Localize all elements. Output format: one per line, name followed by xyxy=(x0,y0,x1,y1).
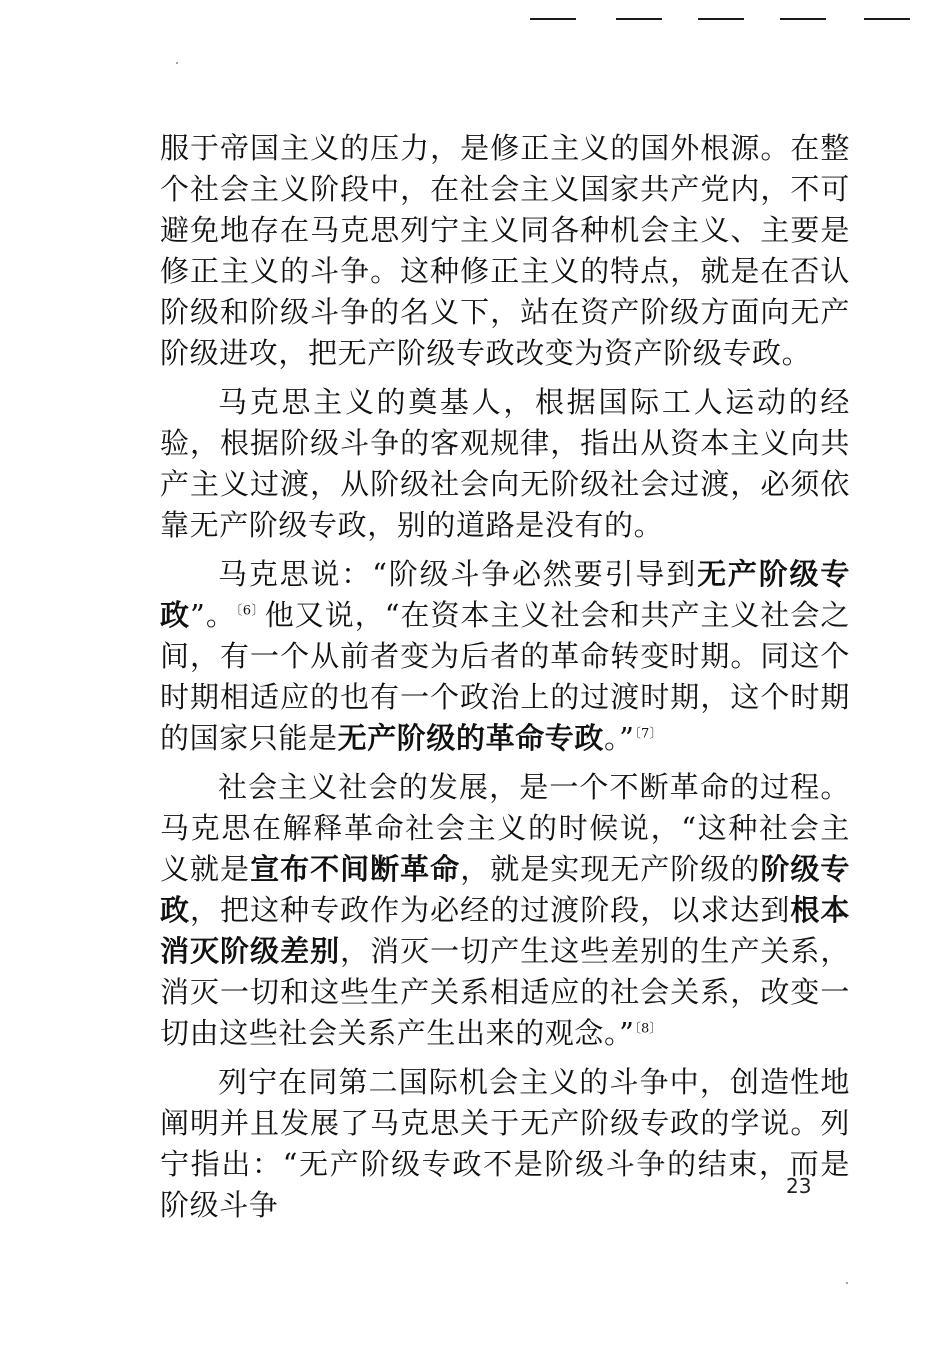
header-rules xyxy=(530,18,910,20)
emphasis-text: 宣布不间断革命 xyxy=(250,852,461,886)
text-run: ，消灭一切产生这些差别的生产关系，消灭一切和这些生产关系相适应的社会关系，改变一切由这些社会关系产生出来的观念。” xyxy=(160,934,850,1050)
paragraph xyxy=(160,128,850,374)
citation-marker: 〔8〕 xyxy=(634,1021,663,1037)
header-rule xyxy=(616,18,662,20)
text-run: 他又说，“在资本主义社会和共产主义社会之间，有一个从前者变为后者的革命转变时期。同这个时期相适应的也有一个政治上的过渡时期，这个时期的国家只能是 xyxy=(160,598,851,755)
citation-marker: 〔7〕 xyxy=(634,726,663,742)
paragraph xyxy=(160,382,850,546)
paragraph xyxy=(160,1062,850,1226)
header-rule xyxy=(698,18,744,20)
text-run: 社会主义社会的发展，是一个不断革命的过程。马克思在解释革命社会主义的时候说，“这种社会主义就是 xyxy=(160,770,850,886)
emphasis-text: 阶级专政 xyxy=(160,852,850,927)
emphasis-text: 无产阶级专政 xyxy=(160,557,850,632)
text-run: 马克思主义的奠基人，根据国际工人运动的经验，根据阶级斗争的客观规律，指出从资本主义向共产主义过渡，从阶级社会向无阶级社会过渡，必须依靠无产阶级专政，别的道路是没有的。 xyxy=(160,385,850,542)
text-run: ”。 xyxy=(190,598,236,632)
emphasis-text: 无产阶级的革命专政 xyxy=(337,721,605,755)
paragraph xyxy=(160,767,850,1054)
header-rule xyxy=(864,18,910,20)
text-run: ，把这种专政作为必经的过渡阶段，以求达到 xyxy=(190,893,791,927)
scan-speck xyxy=(846,1282,848,1284)
text-run: 列宁在同第二国际机会主义的斗争中，创造性地阐明并且发展了马克思关于无产阶级专政的学说。列宁指出：“无产阶级专政不是阶级斗争的结束，而是阶级斗争 xyxy=(160,1065,850,1222)
citation-marker: 〔6〕 xyxy=(235,603,265,619)
text-run: 。” xyxy=(604,721,635,755)
emphasis-text: 根本消灭阶级差别 xyxy=(160,893,850,968)
header-rule xyxy=(780,18,826,20)
body-text xyxy=(160,128,850,1234)
header-rule xyxy=(530,18,576,20)
paragraph xyxy=(160,554,850,759)
scan-speck xyxy=(176,62,178,64)
page-number: 23 xyxy=(786,1174,812,1198)
text-run: ，就是实现无产阶级的 xyxy=(460,852,761,886)
text-run: 服于帝国主义的压力，是修正主义的国外根源。在整个社会主义阶段中，在社会主义国家共产党内，不可避免地存在马克思列宁主义同各种机会主义、主要是修正主义的斗争。这种修正主义的特点，就是在否认阶级和阶级斗争的名义下，站在资产阶级方面向无产阶级进攻，把无产阶级专政改变为资产阶级专政。 xyxy=(160,131,850,370)
text-run: 马克思说：“阶级斗争必然要引导到 xyxy=(218,557,698,591)
